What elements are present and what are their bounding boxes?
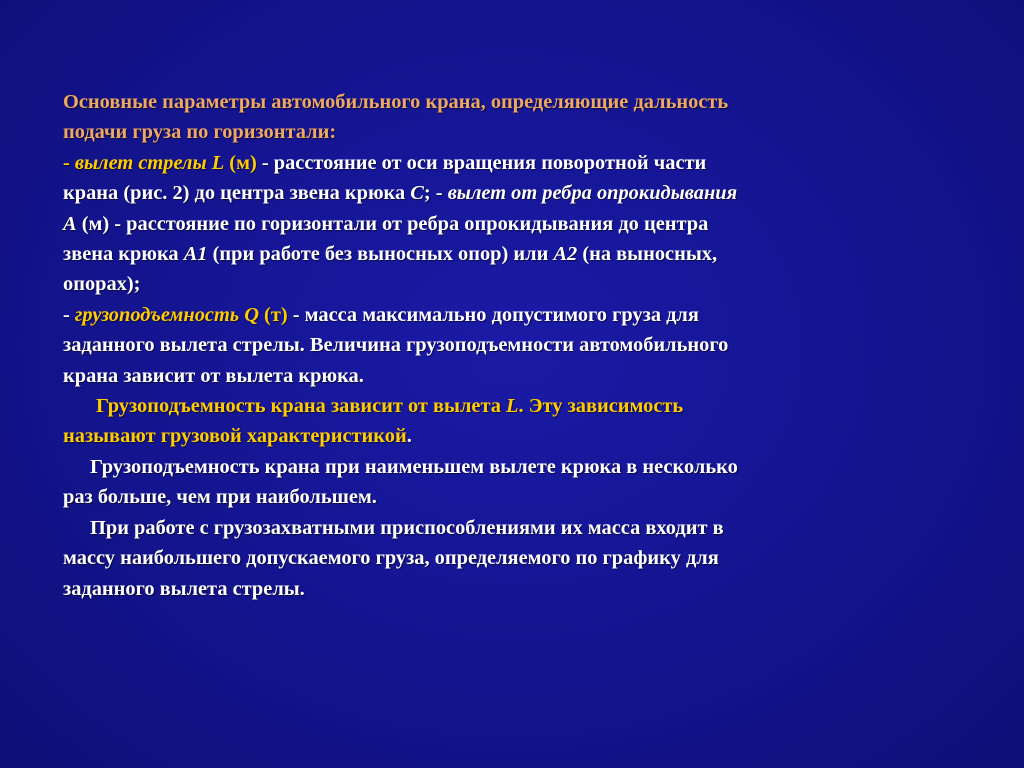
period: . — [406, 425, 412, 448]
bullet-dash: - — [63, 303, 75, 326]
bullet-dash: - — [435, 182, 448, 205]
symbol-C: С — [410, 182, 424, 205]
param-lift-line-1 — [63, 148, 963, 178]
characteristic-text: Грузоподъемность крана зависит от вылета — [96, 395, 507, 418]
capacity-ratio-line-2: раз больше, чем при наибольшем. — [63, 486, 377, 509]
bullet-dash: - — [63, 151, 75, 174]
param-capacity-line-2: заданного вылета стрелы. Величина грузоподъемности автомобильного — [63, 334, 729, 357]
definition-text: (м) - расстояние по горизонтали от ребра опрокидывания до центра — [76, 212, 709, 235]
capacity-ratio-line-1: Грузоподъемность крана при наименьшем вылете крюка в несколько — [90, 455, 738, 478]
param-capacity-line-3: крана зависит от вылета крюка. — [63, 364, 364, 387]
gripping-devices-line-1: При работе с грузозахватными приспособлениями их масса входит в — [90, 516, 724, 539]
param-lift-line-3 — [63, 209, 963, 239]
symbol-A2: А2 — [553, 243, 578, 266]
symbol-L: L — [506, 395, 519, 418]
definition-text: звена крюка — [63, 243, 184, 266]
gripping-devices-line-2: массу наибольшего допускаемого груза, определяемого по графику для — [63, 547, 719, 570]
characteristic-text: называют грузовой характеристикой — [63, 425, 407, 448]
load-characteristic-line-2 — [63, 421, 963, 451]
param-lift-line-2 — [63, 178, 963, 208]
definition-text: (на выносных, — [577, 243, 718, 266]
param-lift-line-5: опорах); — [63, 273, 141, 296]
characteristic-text: . Эту зависимость — [518, 395, 684, 418]
definition-text: (при работе без выносных опор) или — [207, 243, 554, 266]
symbol-Q: Q — [244, 303, 259, 326]
definition-text: - масса максимально допустимого груза для — [287, 303, 699, 326]
slide-text-body — [63, 87, 963, 604]
unit-tons: (т) — [258, 303, 288, 326]
gripping-devices-line-3: заданного вылета стрелы. — [63, 577, 305, 600]
param-capacity-line-1 — [63, 300, 963, 330]
intro-line-2: подачи груза по горизонтали: — [63, 121, 337, 144]
separator: ; — [423, 182, 436, 205]
definition-text: крана (рис. 2) до центра звена крюка — [63, 182, 411, 205]
definition-text: - расстояние от оси вращения поворотной части — [256, 151, 707, 174]
symbol-L: L — [211, 151, 225, 174]
load-characteristic-line-1 — [63, 391, 963, 421]
symbol-A1: А1 — [183, 243, 208, 266]
unit-meters: (м) — [224, 151, 257, 174]
param-lift-line-4 — [63, 239, 963, 269]
term-capacity: грузоподъемность — [74, 303, 245, 326]
symbol-A: А — [63, 212, 77, 235]
intro-line-1: Основные параметры автомобильного крана, определяющие дальность — [63, 91, 729, 113]
term-tipping-reach: вылет от ребра опрокидывания — [447, 182, 738, 205]
term-boom-reach: вылет стрелы — [74, 151, 212, 174]
